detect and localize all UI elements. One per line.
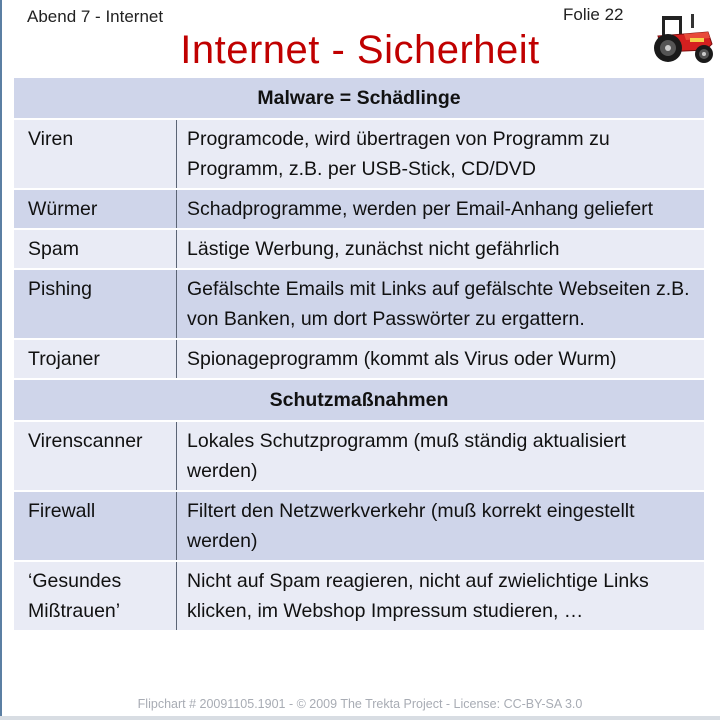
protection-heading-row bbox=[14, 379, 704, 421]
description-cell: Schadprogramme, werden per Email-Anhang geliefert bbox=[177, 189, 705, 229]
term-cell: Firewall bbox=[14, 491, 177, 561]
description-cell: Lästige Werbung, zunächst nicht gefährlich bbox=[177, 229, 705, 269]
term-cell: Viren bbox=[14, 119, 177, 189]
table-row bbox=[14, 339, 704, 379]
term-cell: Pishing bbox=[14, 269, 177, 339]
table-row bbox=[14, 229, 704, 269]
term-cell: Virenscanner bbox=[14, 421, 177, 491]
description-cell: Lokales Schutzprogramm (muß ständig aktualisiert werden) bbox=[177, 421, 705, 491]
slide-number: Folie 22 bbox=[563, 5, 624, 24]
term-cell: ‘Gesundes Mißtrauen’ bbox=[14, 561, 177, 631]
tractor-logo-icon bbox=[650, 10, 718, 64]
table-row bbox=[14, 561, 704, 631]
footer-copyright: Flipchart # 20091105.1901 - © 2009 The Trekta Project - License: CC-BY-SA 3.0 bbox=[137, 697, 583, 711]
section-label: Abend 7 - Internet bbox=[27, 7, 164, 26]
description-cell: Nicht auf Spam reagieren, nicht auf zwielichtige Links klicken, im Webshop Impressum studieren, … bbox=[177, 561, 705, 631]
malware-heading-row bbox=[14, 78, 704, 119]
description-cell: Gefälschte Emails mit Links auf gefälschte Webseiten z.B. von Banken, um dort Passwörter zu ergattern. bbox=[177, 269, 705, 339]
description-cell: Filtert den Netzwerkverkehr (muß korrekt eingestellt werden) bbox=[177, 491, 705, 561]
table-row bbox=[14, 189, 704, 229]
table-row bbox=[14, 119, 704, 189]
description-cell: Spionageprogramm (kommt als Virus oder Wurm) bbox=[177, 339, 705, 379]
description-cell: Programcode, wird übertragen von Programm zu Programm, z.B. per USB-Stick, CD/DVD bbox=[177, 119, 705, 189]
slide-frame-left bbox=[0, 0, 2, 720]
protection-heading: Schutzmaßnahmen bbox=[14, 379, 704, 421]
malware-heading: Malware = Schädlinge bbox=[14, 78, 704, 119]
malware-table bbox=[14, 78, 704, 632]
table-row bbox=[14, 421, 704, 491]
slide-frame-bottom bbox=[0, 716, 720, 720]
table-row bbox=[14, 491, 704, 561]
term-cell: Würmer bbox=[14, 189, 177, 229]
table-row bbox=[14, 269, 704, 339]
term-cell: Spam bbox=[14, 229, 177, 269]
term-cell: Trojaner bbox=[14, 339, 177, 379]
page-title: Internet - Sicherheit bbox=[180, 28, 540, 72]
